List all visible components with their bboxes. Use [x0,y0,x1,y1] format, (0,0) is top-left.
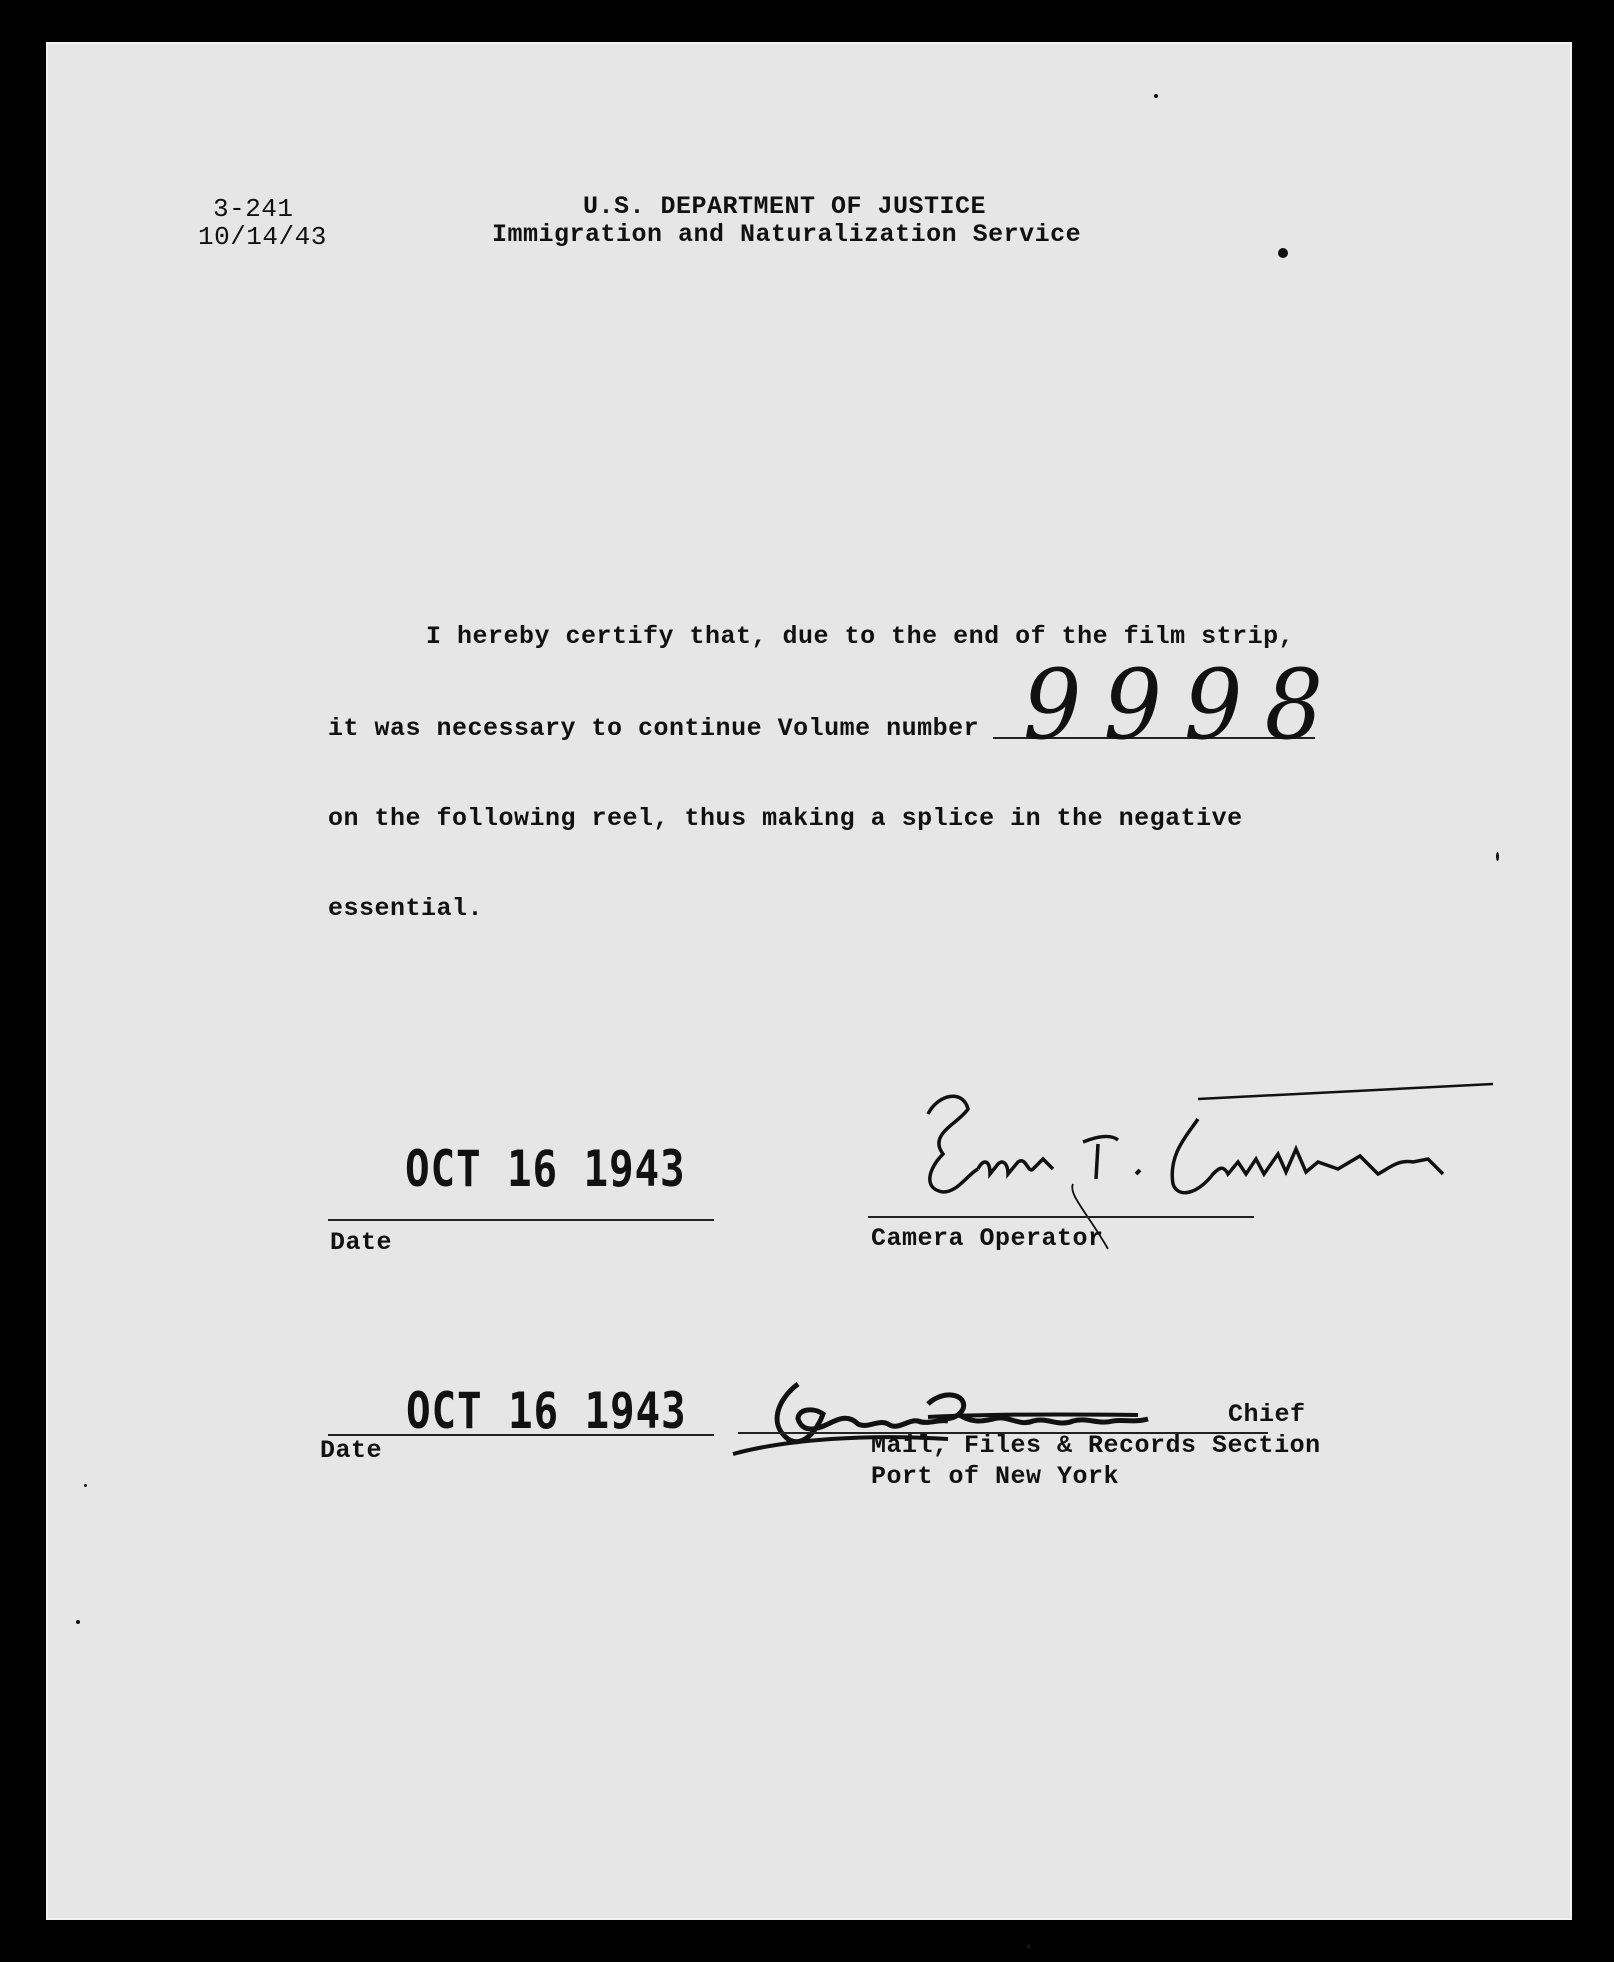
volume-number-text: 9998 [1023,648,1346,762]
chief-title-port: Port of New York [871,1462,1120,1491]
operator-date-stamp: OCT 16 1943 [405,1140,686,1198]
paper-speck [76,1620,80,1624]
certification-line-2: it was necessary to continue Volume number [328,714,980,743]
operator-date-line [328,1219,714,1221]
volume-number-handwritten [1023,648,1346,786]
paper-speck [1278,248,1288,258]
form-revision-date: 10/14/43 [198,222,327,252]
chief-title-chief: Chief [1228,1400,1306,1429]
paper-speck [1026,1944,1031,1949]
operator-role-label: Camera Operator [871,1224,1104,1253]
certification-line-4: essential. [328,894,484,923]
header-service: Immigration and Naturalization Service [492,220,1082,249]
form-number: 3-241 [213,194,294,224]
chief-date-line [328,1434,714,1436]
paper-speck [1496,852,1499,861]
paper-speck [84,1484,87,1487]
chief-date-stamp: OCT 16 1943 [406,1382,687,1440]
document-page [46,42,1572,1920]
operator-signature-line [868,1216,1254,1218]
certification-line-3: on the following reel, thus making a splice in the negative [328,804,1243,833]
certification-line-1: I hereby certify that, due to the end of the film strip, [426,622,1295,651]
header-department: U.S. DEPARTMENT OF JUSTICE [583,192,987,221]
paper-speck [1154,94,1158,98]
chief-title-section: Mail, Files & Records Section [871,1431,1321,1460]
chief-date-label: Date [320,1436,383,1465]
operator-date-label: Date [330,1228,393,1257]
